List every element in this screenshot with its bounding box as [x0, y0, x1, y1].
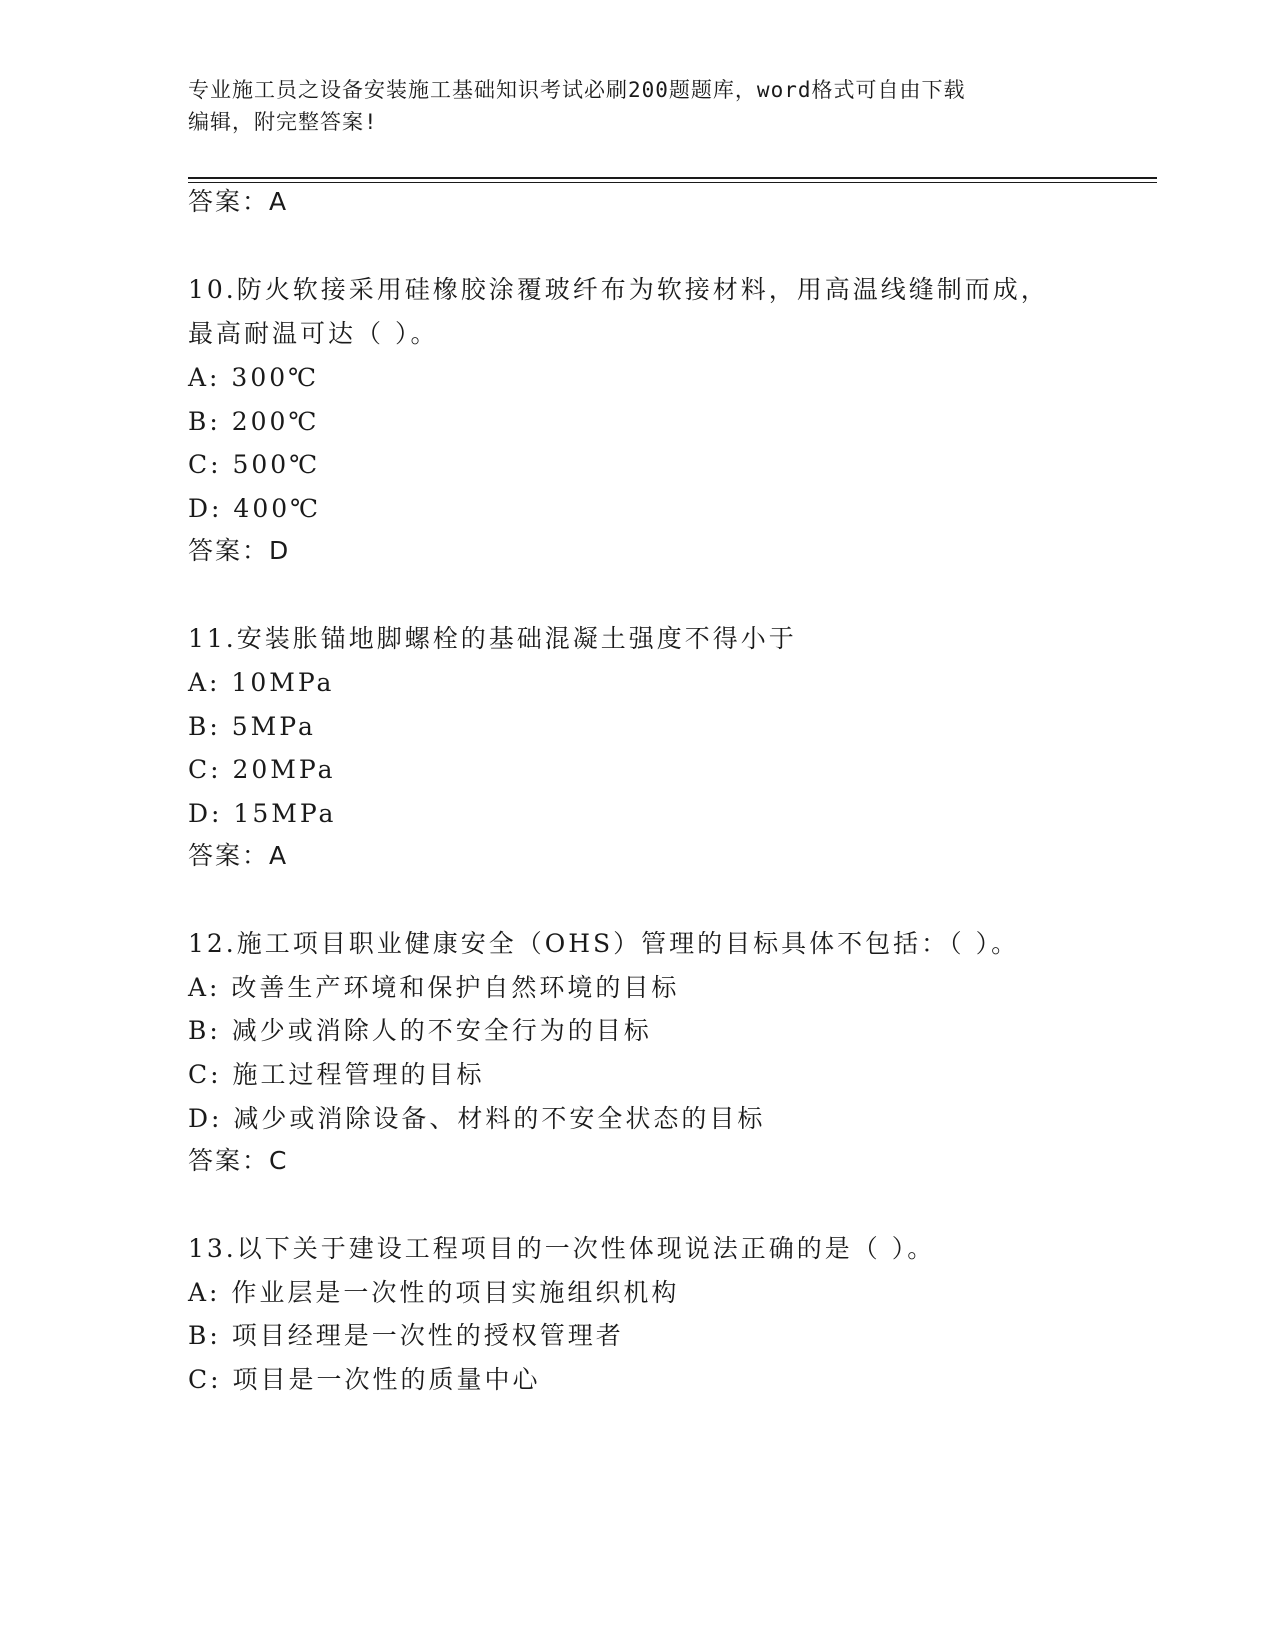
- question-stem: 12.施工项目职业健康安全（OHS）管理的目标具体不包括：（ ）。: [188, 929, 1020, 958]
- question-stem: 10.防火软接采用硅橡胶涂覆玻纤布为软接材料，用高温线缝制而成，: [188, 275, 1049, 304]
- option-b: B: 5MPa: [188, 712, 316, 741]
- header-divider-thin: [188, 182, 1157, 183]
- question-stem: 最高耐温可达（ ）。: [188, 319, 439, 348]
- option-d: D: 减少或消除设备、材料的不安全状态的目标: [188, 1104, 766, 1133]
- answer-line: 答案：D: [188, 536, 291, 565]
- option-a: A: 改善生产环境和保护自然环境的目标: [188, 973, 680, 1002]
- option-a: A: 作业层是一次性的项目实施组织机构: [188, 1278, 680, 1307]
- option-c: C: 20MPa: [188, 755, 336, 784]
- question-stem: 13.以下关于建设工程项目的一次性体现说法正确的是（ ）。: [188, 1234, 936, 1263]
- document-header: [188, 74, 1088, 138]
- answer-line: 答案：A: [188, 187, 289, 216]
- option-a: A: 10MPa: [188, 668, 335, 697]
- option-d: D: 400℃: [188, 494, 322, 523]
- option-d: D: 15MPa: [188, 799, 337, 828]
- header-line-2: 编辑，附完整答案!: [188, 110, 378, 134]
- answer-line: 答案：C: [188, 1146, 289, 1175]
- answer-line: 答案：A: [188, 841, 289, 870]
- header-line-1: 专业施工员之设备安装施工基础知识考试必刷200题题库，word格式可自由下载: [188, 78, 966, 102]
- option-c: C: 500℃: [188, 450, 321, 479]
- option-b: B: 200℃: [188, 407, 320, 436]
- option-b: B: 项目经理是一次性的授权管理者: [188, 1321, 624, 1350]
- option-c: C: 施工过程管理的目标: [188, 1060, 485, 1089]
- header-divider: [188, 177, 1157, 179]
- option-c: C: 项目是一次性的质量中心: [188, 1365, 541, 1394]
- option-b: B: 减少或消除人的不安全行为的目标: [188, 1016, 652, 1045]
- question-stem: 11.安装胀锚地脚螺栓的基础混凝土强度不得小于: [188, 624, 797, 653]
- option-a: A: 300℃: [188, 363, 320, 392]
